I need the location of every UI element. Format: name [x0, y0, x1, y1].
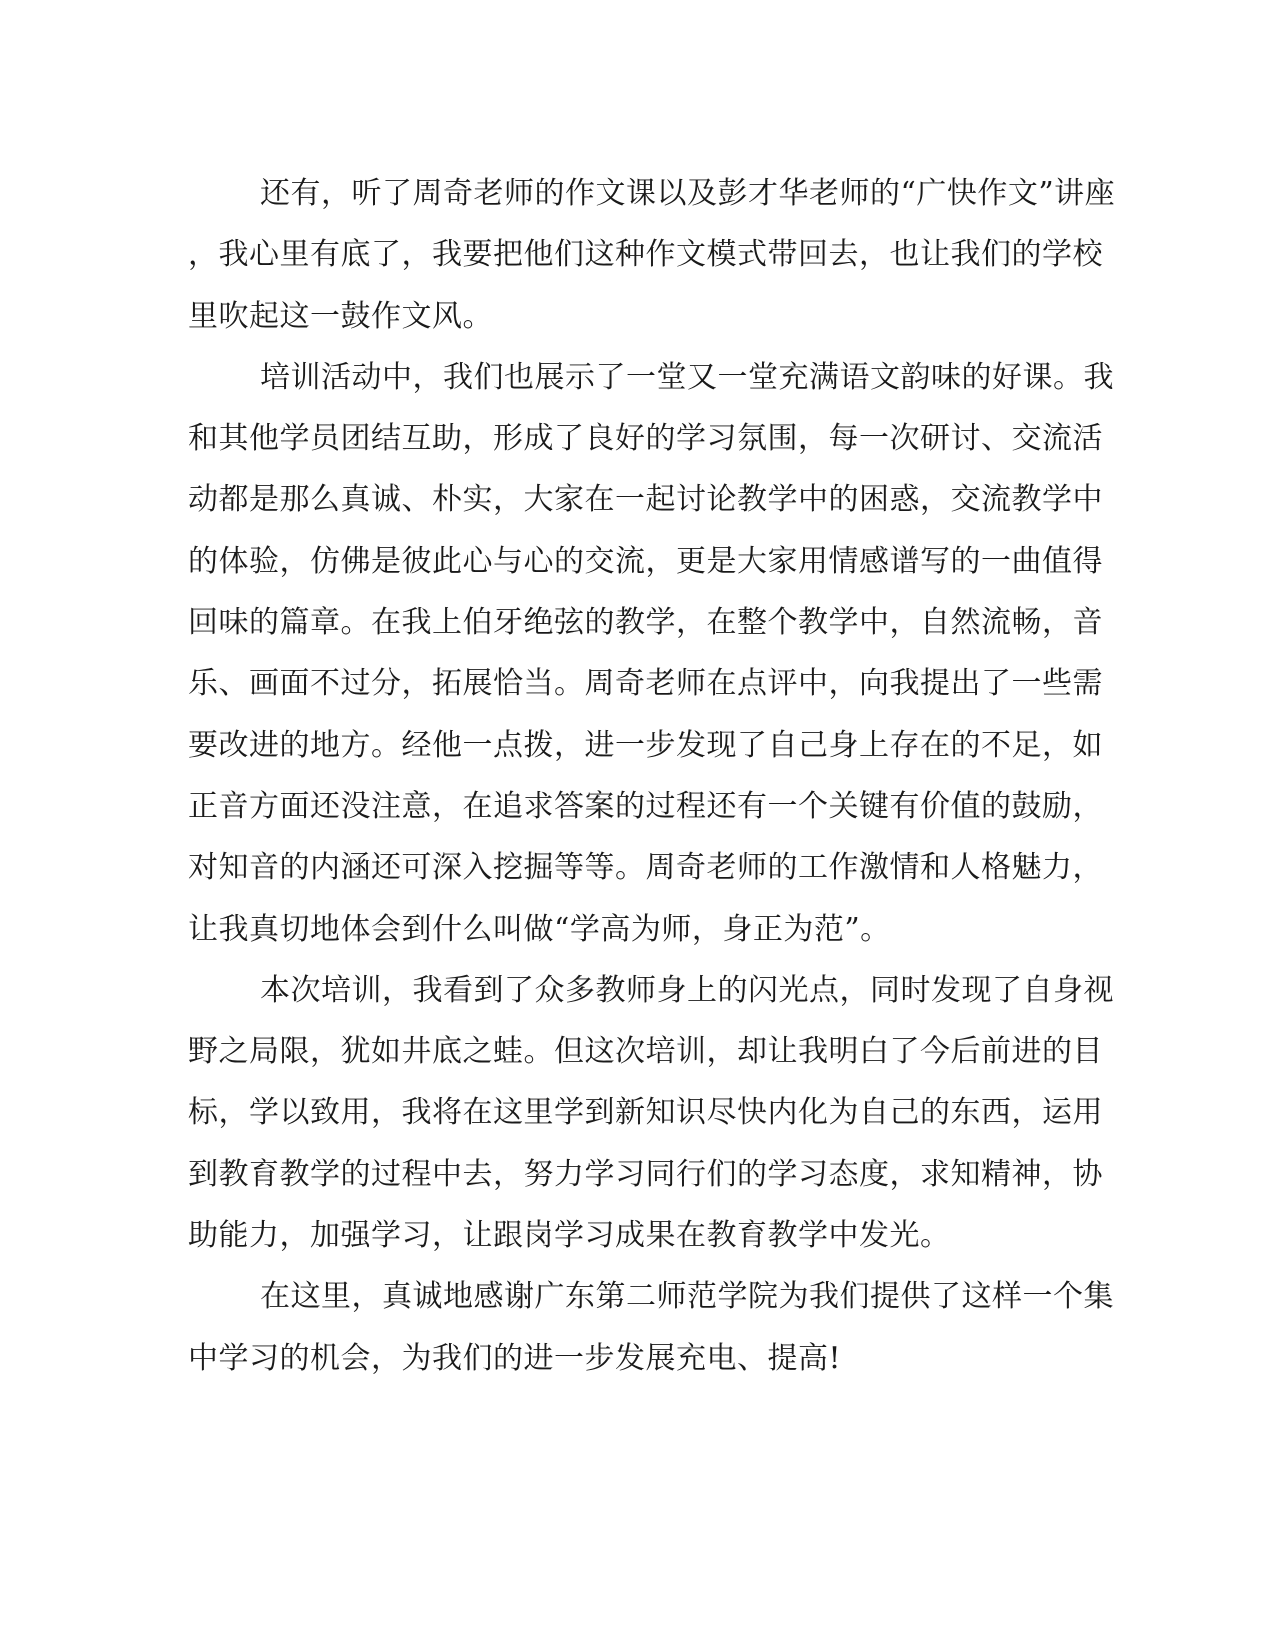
- text-line: 里吹起这一鼓作文风。: [188, 298, 493, 334]
- text-line: 的体验，仿佛是彼此心与心的交流，更是大家用情感谱写的一曲值得: [188, 543, 1103, 579]
- text-line: 和其他学员团结互助，形成了良好的学习氛围，每一次研讨、交流活: [188, 421, 1103, 457]
- text-line: ，我心里有底了，我要把他们这种作文模式带回去，也让我们的学校: [188, 237, 1103, 273]
- text-line: 要改进的地方。经他一点拨，进一步发现了自己身上存在的不足，如: [188, 727, 1103, 763]
- text-line: 在这里，真诚地感谢广东第二师范学院为我们提供了这样一个集: [260, 1279, 1114, 1315]
- text-line: 对知音的内涵还可深入挖掘等等。周奇老师的工作激情和人格魅力，: [188, 850, 1103, 886]
- document-body: [188, 163, 1116, 1389]
- paragraph-3: [188, 960, 1114, 1266]
- paragraph-2: [188, 347, 1114, 960]
- text-line: 中学习的机会，为我们的进一步发展充电、提高!: [188, 1340, 842, 1376]
- text-line: 本次培训，我看到了众多教师身上的闪光点，同时发现了自身视: [260, 972, 1114, 1008]
- text-line: 乐、画面不过分，拓展恰当。周奇老师在点评中，向我提出了一些需: [188, 666, 1103, 702]
- text-line: 野之局限，犹如井底之蛙。但这次培训，却让我明白了今后前进的目: [188, 1034, 1103, 1070]
- paragraph-1: [188, 163, 1116, 347]
- text-line: 还有，听了周奇老师的作文课以及彭才华老师的“广快作文”讲座: [260, 176, 1116, 211]
- text-line: 培训活动中，我们也展示了一堂又一堂充满语文韵味的好课。我: [260, 359, 1114, 395]
- paragraph-4: [188, 1266, 1114, 1389]
- text-line: 助能力，加强学习，让跟岗学习成果在教育教学中发光。: [188, 1218, 951, 1254]
- text-line: 回味的篇章。在我上伯牙绝弦的教学，在整个教学中，自然流畅，音: [188, 605, 1103, 641]
- text-line: 让我真切地体会到什么叫做“学高为师，身正为范”。: [188, 911, 891, 947]
- text-line: 标，学以致用，我将在这里学到新知识尽快内化为自己的东西，运用: [188, 1095, 1103, 1131]
- text-line: 到教育教学的过程中去，努力学习同行们的学习态度，求知精神，协: [188, 1156, 1103, 1192]
- text-line: 正音方面还没注意，在追求答案的过程还有一个关键有价值的鼓励，: [188, 788, 1103, 824]
- text-line: 动都是那么真诚、朴实，大家在一起讨论教学中的困惑，交流教学中: [188, 482, 1103, 518]
